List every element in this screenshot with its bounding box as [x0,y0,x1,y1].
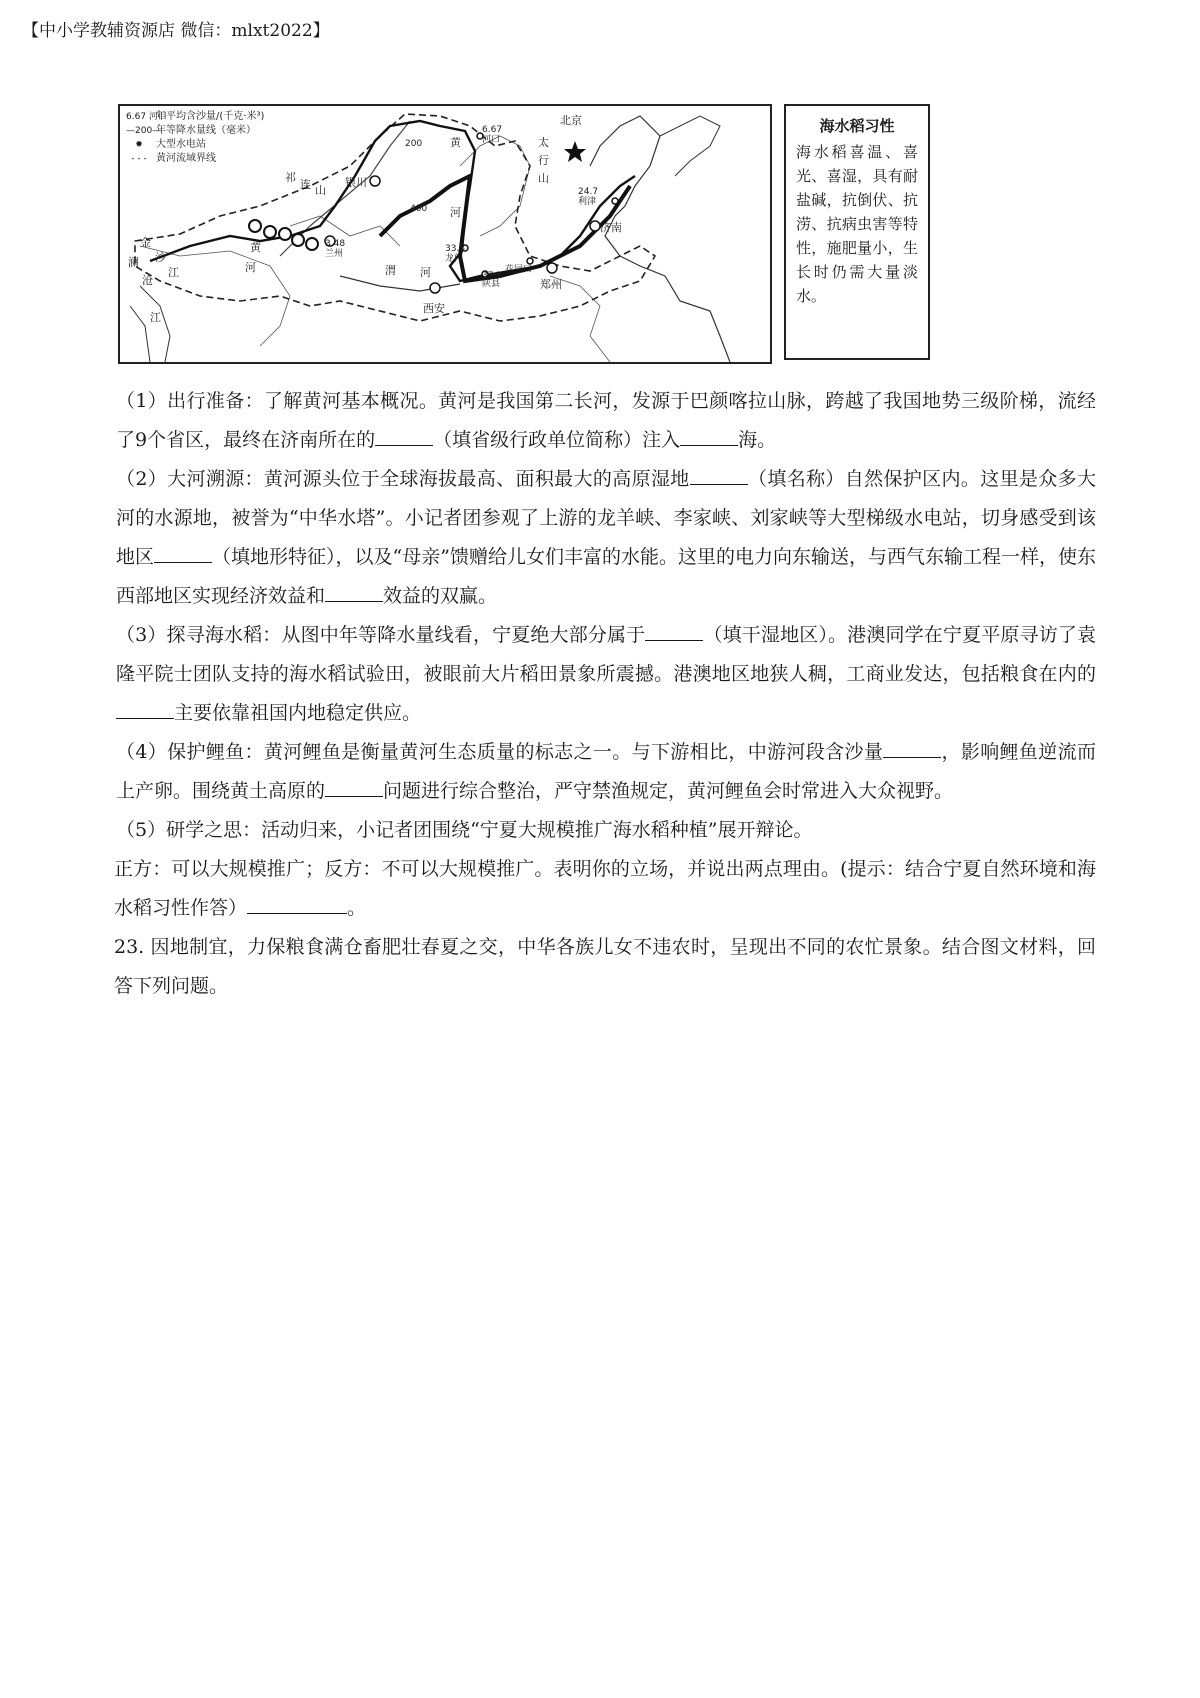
svg-text:花园口: 花园口 [505,265,533,275]
svg-text:澜: 澜 [128,256,139,269]
svg-text:河口: 河口 [482,135,501,145]
svg-text:黄: 黄 [450,136,461,149]
svg-text:太: 太 [538,136,549,149]
figure [118,104,930,362]
question-5: （5）研学之思：活动归来，小记者团围绕“宁夏大规模推广海水稻种植”展开辩论。 [116,819,813,841]
svg-text:龙门: 龙门 [445,254,464,264]
answer-blank[interactable] [116,696,174,719]
svg-text:沙: 沙 [155,251,166,264]
habit-title: 海水稻习性 [819,117,895,135]
svg-text:37.7: 37.7 [482,271,503,281]
svg-text:24.7: 24.7 [578,187,599,197]
svg-text:渭: 渭 [385,264,396,277]
question-23: 23. 因地制宜，力保粮食满仓畜肥壮春夏之交，中华各族儿女不违农时，呈现出不同的农忙景象。结合图文材料，回答下列问题。 [114,936,1096,997]
sea-rice-habit-box [784,104,930,360]
svg-text:河: 河 [450,206,461,219]
svg-text:6.67: 6.67 [482,125,503,135]
answer-blank[interactable] [690,462,748,485]
svg-text:河: 河 [420,266,431,279]
svg-text:33.3: 33.3 [445,244,466,254]
svg-text:银川: 银川 [345,176,367,189]
svg-text:河: 河 [245,261,256,274]
question-4: （4）保护鲤鱼：黄河鲤鱼是衡量黄河生态质量的标志之一。与下游相比，中游河段含沙量 ，影响鲤鱼逆流而上产卵。围绕黄土高原的 问题进行综合整治，严守禁渔规定，黄河鲤鱼会时常进入大众视野。 [116,733,1096,811]
legend-item: —200— 年等降水量线（毫米） [126,125,256,136]
question-1: （1）出行准备：了解黄河基本概况。黄河是我国第二长河，发源于巴颜喀拉山脉，跨越了我国地势三级阶梯，流经了9个省区，最终在济南所在的 （填省级行政单位简称）注入 海。 [116,390,1096,451]
svg-text:3.48: 3.48 [325,239,346,249]
question-2: （2）大河溯源：黄河源头位于全球海拔最高、面积最大的高原湿地 （填名称）自然保护区内。这里是众多大河的水源地，被誉为“中华水塔”。小记者团参观了上游的龙羊峡、李家峡、刘家峡等大型梯级水电站，切身感受到该地区 （填地形特征），以及“母亲”馈赠给儿女们丰富的水能。这里的电力向东输送，与西气东输工程一样，使东西部地区实现经济效益和 效益的双赢。 [116,460,1096,616]
legend-item: ✹ 大型水电站 [135,139,206,150]
svg-text:400: 400 [410,204,428,214]
svg-text:金: 金 [140,236,151,249]
page-header: 【中小学教辅资源店 微信：mlxt2022】 [22,21,330,41]
answer-blank[interactable] [680,423,738,446]
svg-text:连: 连 [300,178,311,191]
legend-item: - - - 黄河流域界线 [131,153,216,164]
svg-text:济南: 济南 [600,221,622,234]
svg-text:江: 江 [150,311,161,324]
answer-blank[interactable] [645,618,703,641]
answer-blank[interactable] [247,891,347,914]
answer-blank[interactable] [325,774,383,797]
answer-blank[interactable] [375,423,433,446]
svg-text:山: 山 [538,172,549,185]
answer-blank[interactable] [883,735,941,758]
question-3: （3）探寻海水稻：从图中年等降水量线看，宁夏绝大部分属于 （填干湿地区）。港澳同学在宁夏平原寻访了袁隆平院士团队支持的海水稻试验田，被眼前大片稻田景象所震撼。港澳地区地狭人稠，工商业发达，包括粮食在内的主要依靠祖国内地稳定供应。 [116,616,1096,733]
svg-text:利津: 利津 [578,197,597,207]
answer-blank[interactable] [154,540,212,563]
svg-text:西安: 西安 [423,302,445,315]
question-5-instructions: 正方：可以大规模推广；反方：不可以大规模推广。表明你的立场，并说出两点理由。(提示：结合宁夏自然环境和海水稻习性作答） 。 [114,858,1096,919]
svg-text:祁: 祁 [285,171,296,184]
svg-text:沧: 沧 [142,274,153,287]
svg-text:兰州: 兰州 [325,249,344,259]
capital-star-icon [564,141,586,162]
answer-blank[interactable] [325,579,383,602]
svg-text:山: 山 [315,184,326,197]
svg-text:郑州: 郑州 [540,278,562,291]
legend-item: 6.67 河口 年平均含沙量/(千克·米³) [126,111,265,122]
yellow-river-map [118,104,772,364]
svg-text:200: 200 [405,139,423,149]
svg-text:陕县: 陕县 [482,279,501,289]
svg-text:行: 行 [538,154,549,167]
svg-text:北京: 北京 [560,114,582,127]
svg-text:江: 江 [168,266,179,279]
svg-text:黄: 黄 [250,241,261,254]
map-legend [126,110,264,166]
habit-text: 海水稻喜温、喜光、喜湿，具有耐盐碱，抗倒伏、抗涝、抗病虫害等特性，施肥量小，生长时仍需大量淡水。 [796,143,918,305]
questions [116,382,1096,1006]
